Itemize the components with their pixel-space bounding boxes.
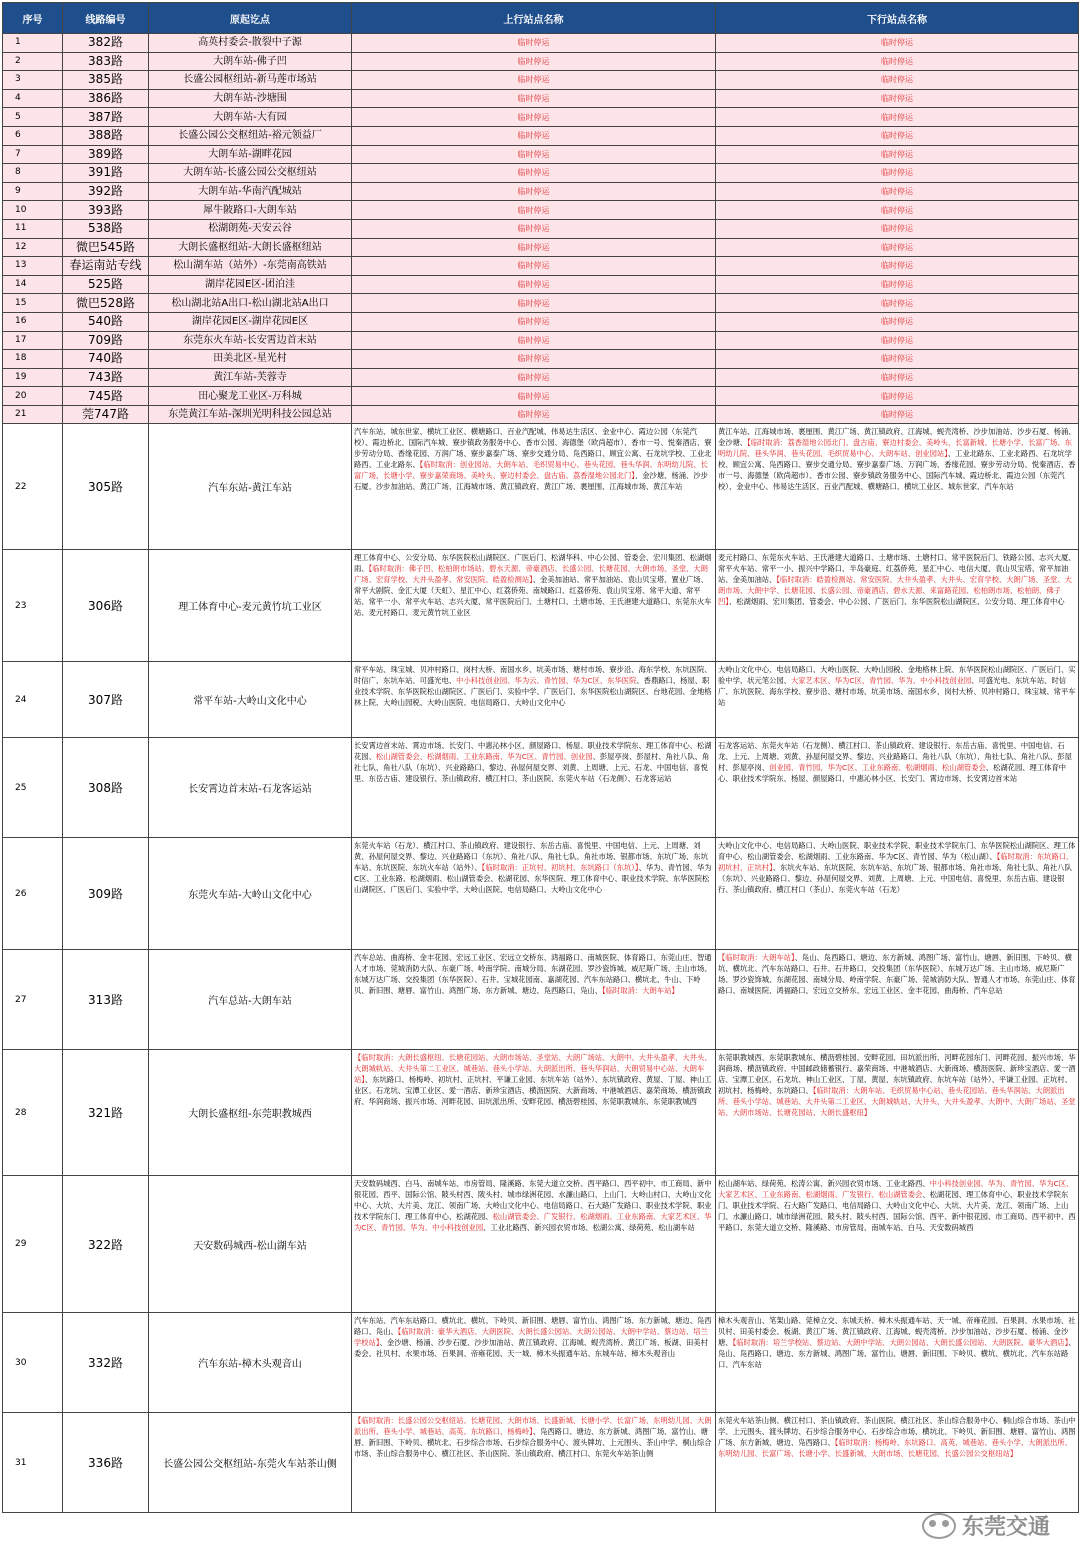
route-code: 540路 bbox=[63, 312, 149, 331]
row-no: 15 bbox=[3, 294, 63, 313]
table-row bbox=[3, 1176, 1079, 1313]
up-status: 临时停运 bbox=[352, 219, 716, 238]
table-row bbox=[3, 550, 1079, 662]
row-no: 26 bbox=[3, 838, 63, 950]
table-row bbox=[3, 89, 1079, 108]
stop-list: 黄江车站、江海城市场、裹厘围、黄江广场、黄江镇政府、江海城、蚬壳湾桥、沙步加油站、沙步石厦、杨涌、金沙塘、 bbox=[718, 427, 1076, 448]
cancelled-stops: 松山湖管委会、松湖烟雨、工业东路南、华为C区、青竹园、创业园 bbox=[375, 752, 593, 762]
row-no: 13 bbox=[3, 257, 63, 276]
watermark bbox=[922, 1510, 1050, 1541]
route-code: 391路 bbox=[63, 164, 149, 183]
down-stops bbox=[716, 838, 1079, 950]
stop-list: 、松湖花园、理工体育中心、职业技术学院东、杨屋、颜屋路口、中惠沁林小区、长安门、霄边市场、长安霄边首末站 bbox=[718, 763, 1067, 784]
stop-list: 、金美加油站、常平加油站、袁山贝宝塔、置业广场、常平大剧院、金汇大厦（天虹）、星汇中心、红荔侨苑、南城路口、红荔侨苑、袁山贝宝塔、常平大道、常平站、常平一小、常平火车站、志兴大厦、常平医院后门、土塘村口、土塘市场、王氏港建大道路口、东莞东火车站、麦元村路口、麦元黄竹坑工业区 bbox=[354, 575, 712, 618]
cancelled-stops: 【临时取消：豪华大酒店、大朗医院、大朗长盛公园站、大朗公园站、大朗中学站、蔡边站、培兰学校站】 bbox=[354, 1327, 708, 1348]
table-row bbox=[3, 145, 1079, 164]
stop-list: 天安数码城西、白马、南城车站、市房管局、隆溪路、东莞大道立交桥、西平路口、西平初中、市工商局、新中银花园、西平、国际公馆、陂头村西、陂头村、城市绿洲花园、水濂山路口、上山门、大岭山村口、大岭山文化中心、大坑、大片美、龙江、领南广场、大岭山文化中心、电信局路口、石大路广发路口、职业技术学院、职业技术学院东门、理工体育中心、松湖花园、 bbox=[354, 1179, 712, 1222]
table-row bbox=[3, 52, 1079, 71]
route-span: 大朗长盛枢纽站-大朗长盛枢纽站 bbox=[149, 238, 352, 257]
up-status: 临时停运 bbox=[352, 294, 716, 313]
table-row bbox=[3, 387, 1079, 406]
down-stops bbox=[716, 1050, 1079, 1176]
table-row bbox=[3, 350, 1079, 369]
route-span: 东莞黄江车站-深圳光明科技公园总站 bbox=[149, 405, 352, 424]
up-status: 临时停运 bbox=[352, 34, 716, 53]
route-span: 东莞东火车站-长安霄边首末站 bbox=[149, 331, 352, 350]
down-stops bbox=[716, 550, 1079, 662]
down-status: 临时停运 bbox=[716, 294, 1079, 313]
route-code: 538路 bbox=[63, 219, 149, 238]
wechat-logo-icon bbox=[922, 1513, 956, 1539]
route-code: 392路 bbox=[63, 182, 149, 201]
row-no: 9 bbox=[3, 182, 63, 201]
route-span: 大朗车站-长盛公园公交枢纽站 bbox=[149, 164, 352, 183]
row-no: 18 bbox=[3, 350, 63, 369]
row-no: 5 bbox=[3, 108, 63, 127]
route-table bbox=[2, 2, 1079, 1513]
down-status: 临时停运 bbox=[716, 34, 1079, 53]
table-row bbox=[3, 238, 1079, 257]
route-code: 309路 bbox=[63, 838, 149, 950]
route-code: 306路 bbox=[63, 550, 149, 662]
stop-list: 、松湖烟雨、宏川集团、管委会、中心公园、广医后门、东华医院松山湖院区、公安分局、理工体育中心 bbox=[728, 597, 1065, 607]
row-no: 14 bbox=[3, 275, 63, 294]
route-span: 湖岸花园E区-湖岸花园E区 bbox=[149, 312, 352, 331]
route-span: 长盛公园公交枢纽站-东莞火车站茶山侧 bbox=[149, 1413, 352, 1513]
down-status: 临时停运 bbox=[716, 164, 1079, 183]
row-no: 4 bbox=[3, 89, 63, 108]
route-code: 莞747路 bbox=[63, 405, 149, 424]
table-row bbox=[3, 838, 1079, 950]
route-span: 湖岸花园E区-团泊洼 bbox=[149, 275, 352, 294]
route-span: 大朗车站-湖畔花园 bbox=[149, 145, 352, 164]
route-code: 393路 bbox=[63, 201, 149, 220]
table-row bbox=[3, 368, 1079, 387]
stop-list: 理工体育中心、公安分局、东华医院松山湖院区、广医后门、松湖华科、中心公园、管委会、宏川集团、松湖烟雨、 bbox=[354, 553, 712, 574]
cancelled-stops: 【临时取消：东坑路口、初坑村、正坑村】 bbox=[718, 852, 1074, 873]
stop-list: 汽车东站、城东世家、横坑工业区、横塘路口、百业汽配城、伟易达生活区、金业中心、霞边公园（东莞汽校）、霞边桥北、国际汽车城、寮步镇政务服务中心、香市公园、海德堡（欧尚超市）、香市一号、悦秦酒店、寮步劳动分局、香缘花园、万润广场、寮步嘉泰广场、寮步交通分局、凫西路口、顾宜公寓、石龙坑学校、工业北路西、工业北路东、 bbox=[354, 427, 712, 470]
up-status: 临时停运 bbox=[352, 201, 716, 220]
cancelled-stops: 创业园、青竹园、华为C区、工业东路南、松湖烟雨、松山湖管委会 bbox=[769, 763, 986, 773]
table-row bbox=[3, 1413, 1079, 1513]
down-status: 临时停运 bbox=[716, 219, 1079, 238]
route-code: 386路 bbox=[63, 89, 149, 108]
route-code: 743路 bbox=[63, 368, 149, 387]
row-no: 7 bbox=[3, 145, 63, 164]
stop-list: 、彭屋亭岗、彭屋村、角社八队、角社七队、角社八队（东坑）、兴业路路口、黎边、孙屋何屋交界、刘黄、上周塘、上元、石龙、中国电信、喜悦里、东岳古庙、建设银行、茶山镇政府、横江村口、茶山医院、东莞火车站（石龙侧）、石龙客运站 bbox=[354, 752, 710, 784]
up-status: 临时停运 bbox=[352, 164, 716, 183]
row-no: 27 bbox=[3, 950, 63, 1050]
route-code: 709路 bbox=[63, 331, 149, 350]
up-status: 临时停运 bbox=[352, 52, 716, 71]
route-code: 春运南站专线 bbox=[63, 257, 149, 276]
route-span: 松湖朗苑-天安云谷 bbox=[149, 219, 352, 238]
route-code: 308路 bbox=[63, 738, 149, 838]
table-row bbox=[3, 312, 1079, 331]
row-no: 11 bbox=[3, 219, 63, 238]
down-status: 临时停运 bbox=[716, 387, 1079, 406]
route-span: 犀牛陂路口-大朗车站 bbox=[149, 201, 352, 220]
table-row bbox=[3, 71, 1079, 90]
up-status: 临时停运 bbox=[352, 387, 716, 406]
route-span: 松山湖车站（站外）-东莞南高铁站 bbox=[149, 257, 352, 276]
stop-list: 、金沙塘、杨涌、沙步石厦、沙步加油站、黄江镇政府、江海城、蚬壳湾桥、黄江广场、板湖、田美村委会、社贝村、水果市场、百果洞、帝雍花园、天一城、樟木头振通车站、东城车站、樟木头观音山 bbox=[354, 1338, 708, 1359]
down-status: 临时停运 bbox=[716, 331, 1079, 350]
cancelled-stops: 中小科技创业园、华为、青竹园、华为C区、大家艺术区、工业东路南、松湖烟雨、广发银行、松山湖管委会 bbox=[718, 1179, 1074, 1200]
up-status: 临时停运 bbox=[352, 275, 716, 294]
route-code: 微巴528路 bbox=[63, 294, 149, 313]
row-no: 1 bbox=[3, 34, 63, 53]
down-stops bbox=[716, 738, 1079, 838]
route-span: 大朗车站-沙塘围 bbox=[149, 89, 352, 108]
cancelled-stops: 大家艺术区、华为C区、青竹园、华为、中小科技创业园 bbox=[790, 676, 972, 686]
stop-list: 、工业北路西、新兴园衣贸市场、松湖公寓、绿荷苑、松山湖车站 bbox=[483, 1223, 695, 1233]
down-status: 临时停运 bbox=[716, 312, 1079, 331]
up-status: 临时停运 bbox=[352, 108, 716, 127]
stop-list: 樟木头观音山、笔架山路、莞樟立交、东城天桥、樟木头振通车站、天一城、帝雍花园、百果洞、水果市场、社贝村、田美村委会、板湖、黄江广场、黄江镇政府、江海城、蚬壳湾桥、沙步加油站、沙步石厦、杨涌、金沙塘、 bbox=[718, 1316, 1076, 1348]
table-row bbox=[3, 219, 1079, 238]
route-code: 389路 bbox=[63, 145, 149, 164]
down-status: 临时停运 bbox=[716, 275, 1079, 294]
row-no: 29 bbox=[3, 1176, 63, 1313]
down-stops bbox=[716, 1413, 1079, 1513]
up-status: 临时停运 bbox=[352, 71, 716, 90]
route-code: 332路 bbox=[63, 1313, 149, 1413]
table-row bbox=[3, 257, 1079, 276]
row-no: 3 bbox=[3, 71, 63, 90]
route-code: 740路 bbox=[63, 350, 149, 369]
up-status: 临时停运 bbox=[352, 368, 716, 387]
up-status: 临时停运 bbox=[352, 312, 716, 331]
up-status: 临时停运 bbox=[352, 350, 716, 369]
route-span: 田心聚龙工业区-万科城 bbox=[149, 387, 352, 406]
route-span: 长盛公园公交枢纽站-裕元领益厂 bbox=[149, 126, 352, 145]
up-status: 临时停运 bbox=[352, 238, 716, 257]
row-no: 28 bbox=[3, 1050, 63, 1176]
cancelled-stops: 【临时取消：大朗车站、毛织贸易中心站、巷头花园站、巷头华润站、大朗派出所、巷头小学站、城巷站、大井头第二工业区、大朗城轨站、大井头、大井头盈孝、大朗中、大朗广场站、圣堂站、大朗市场站、长塘花园站、大朗长盛枢纽】 bbox=[718, 1086, 1076, 1118]
row-no: 30 bbox=[3, 1313, 63, 1413]
up-stops bbox=[352, 1313, 716, 1413]
table-row bbox=[3, 424, 1079, 550]
header-code: 线路编号 bbox=[63, 3, 149, 34]
up-status: 临时停运 bbox=[352, 331, 716, 350]
row-no: 12 bbox=[3, 238, 63, 257]
header-down: 下行站点名称 bbox=[716, 3, 1079, 34]
route-code: 321路 bbox=[63, 1050, 149, 1176]
table-row bbox=[3, 182, 1079, 201]
down-stops bbox=[716, 1176, 1079, 1313]
stop-list: 、凫西路口、塘边、东方新城、鸿图广场、富竹山、塘唇、新旧围、下岭贝、横坑北、石步综合市场、石步综合服务中心、渡头牌坊、上元围头、茶山中学、桐山综合市场、茶山综合服务中心、横江社区、茶山医院、茶山镇政府、横江村口、东莞火车站茶山侧 bbox=[354, 1427, 712, 1459]
route-code: 322路 bbox=[63, 1176, 149, 1313]
up-status: 临时停运 bbox=[352, 257, 716, 276]
up-status: 临时停运 bbox=[352, 405, 716, 424]
row-no: 23 bbox=[3, 550, 63, 662]
cancelled-stops: 【临时取消：大朗长盛枢纽、长塘花园站、大朗市场站、圣堂站、大朗广场站、大朗中、大井头盈孝、大井头、大朗城轨站、大井头第二工业区、城巷站、巷头小学站、大朗派出所、巷头华润站、大朗贸易中心站、大朗车站】 bbox=[354, 1053, 712, 1085]
watermark-text: 东莞交通 bbox=[961, 1515, 1050, 1540]
cancelled-stops: 【临时取消：大朗车站】 bbox=[718, 953, 795, 963]
down-status: 临时停运 bbox=[716, 405, 1079, 424]
table-row bbox=[3, 201, 1079, 220]
route-span: 大朗车站-佛子凹 bbox=[149, 52, 352, 71]
row-no: 8 bbox=[3, 164, 63, 183]
up-stops bbox=[352, 662, 716, 738]
down-status: 临时停运 bbox=[716, 145, 1079, 164]
row-no: 16 bbox=[3, 312, 63, 331]
stop-list: 、凫山、凫西路口、塘边、东方新城、鸿图广场、富竹山、塘唇、新旧围、下岭贝、横坑、横坑北、汽车东站路口、汽车东站 bbox=[718, 1338, 1076, 1370]
stop-list: 石龙客运站、东莞火车站（石龙侧）、横江村口、茶山镇政府、建设银行、东岳古庙、喜悦里、中国电信、石龙、上元、上周塘、刘黄、孙屋何屋交界、黎边、兴业路路口、角社八队（东坑）、角社七队、角社八队、彭屋村、彭屋亭岗、 bbox=[718, 741, 1072, 773]
down-status: 临时停运 bbox=[716, 71, 1079, 90]
up-stops bbox=[352, 1176, 716, 1313]
down-stops bbox=[716, 950, 1079, 1050]
route-code: 307路 bbox=[63, 662, 149, 738]
stop-list: 、东坑火车站、东坑医院、东坑车站、东坑广场、银都市场、角社市场、角社七队、角社八队（东坑）、兴业路路口、黎边、孙屋何屋交界、刘黄、上周塘、上元、中国电信、喜悦里、东岳古庙、建设银行、茶山镇政府、横江村口（茶山）、东莞火车站（石龙） bbox=[718, 863, 1072, 895]
header-up: 上行站点名称 bbox=[352, 3, 716, 34]
stop-list: 麦元村路口、东莞东火车站、王氏港建大道路口、土塘市场、土塘村口、常平医院后门、铁路公园、志兴大厦、常平火车站、常平一小、振兴中学路口、半岛豪庭、红荔侨苑、星汇中心、电信大厦、袁山贝宝塔、常平加油站、金美加油站、 bbox=[718, 553, 1076, 585]
row-no: 22 bbox=[3, 424, 63, 550]
route-span: 东莞火车站-大岭山文化中心 bbox=[149, 838, 352, 950]
table-row bbox=[3, 294, 1079, 313]
table-row bbox=[3, 1050, 1079, 1176]
route-table-body bbox=[3, 34, 1079, 1513]
route-code: 387路 bbox=[63, 108, 149, 127]
stop-list: 东莞火车站（石龙）、横江村口、茶山镇政府、建设银行、东岳古庙、喜悦里、中国电信、上元、上周塘、刘黄、孙屋何屋交界、黎边、兴业路路口（东坑）、角社八队、角社七队、角社市场、银都市场、东坑广场、东坑车站、东坑医院、东坑火车站（站外）、 bbox=[354, 841, 708, 873]
route-span: 松山湖北站A出口-松山湖北站A出口 bbox=[149, 294, 352, 313]
route-span: 大朗车站-华南汽配城站 bbox=[149, 182, 352, 201]
stop-list: 汽车东站、汽车东站路口、横坑北、横坑、下岭贝、新旧围、塘唇、富竹山、鸿图广场、东方新城、塘边、凫西路口、凫山、 bbox=[354, 1316, 712, 1337]
route-span: 理工体育中心-麦元黄竹坑工业区 bbox=[149, 550, 352, 662]
row-no: 24 bbox=[3, 662, 63, 738]
stop-list: 常平车站、珠宝城、贝冲村路口、岗村大桥、南国水乡、坑美市场、塘村市场、寮步沿、海东学校、东坑医院、时信广、东坑车站、可盛光电、 bbox=[354, 665, 712, 686]
up-status: 临时停运 bbox=[352, 182, 716, 201]
down-status: 临时停运 bbox=[716, 257, 1079, 276]
route-span: 田美北区-星光村 bbox=[149, 350, 352, 369]
row-no: 21 bbox=[3, 405, 63, 424]
down-stops bbox=[716, 1313, 1079, 1413]
route-span: 常平车站-大岭山文化中心 bbox=[149, 662, 352, 738]
down-status: 临时停运 bbox=[716, 368, 1079, 387]
route-code: 525路 bbox=[63, 275, 149, 294]
cancelled-stops: 【临时取消：杨梅岭、东坑路口、高英、城巷站、巷头小学、大朗派出所、东明幼儿园、长富广场、长塘小学、长盛新城、大朗市场、长塘花园、长盛公园公交枢纽站】 bbox=[718, 1438, 1072, 1459]
down-status: 临时停运 bbox=[716, 182, 1079, 201]
up-stops bbox=[352, 550, 716, 662]
stop-list: 、凫山、凫西路口、塘边、东方新城、鸿图广场、富竹山、塘唇、新旧围、下岭贝、横坑、横坑北、汽车东站路口、石井、石井路口、交投集团（东华医院）、东城万达广场、主山市场、威尼斯广场、罗沙瓷饰城、东湖花园、南城分局、岭南学院、东豪广场、莞城消防大队、智通人才市场、东莞山庄、体育路口、南城医院、鸿福路口、宏远立交桥东、宏远工业区、金丰花园、曲海桥、汽车总站 bbox=[718, 953, 1076, 996]
down-status: 临时停运 bbox=[716, 52, 1079, 71]
route-code: 336路 bbox=[63, 1413, 149, 1513]
down-status: 临时停运 bbox=[716, 126, 1079, 145]
table-row bbox=[3, 331, 1079, 350]
stop-list: 大岭山文化中心、电信局路口、大岭山医院、职业技术学院、职业技术学院东门、东华医院松山湖院区、理工体育中心、松山湖管委会、松湖烟雨、工业东路南、华为C区、青竹园、华为（松山湖）、 bbox=[718, 841, 1076, 862]
row-no: 17 bbox=[3, 331, 63, 350]
row-no: 19 bbox=[3, 368, 63, 387]
table-row bbox=[3, 662, 1079, 738]
table-row bbox=[3, 738, 1079, 838]
route-code: 382路 bbox=[63, 34, 149, 53]
row-no: 10 bbox=[3, 201, 63, 220]
cancelled-stops: 【临时取消：正坑村、初坑村、东坑路口（东坑）】 bbox=[481, 863, 639, 873]
up-stops bbox=[352, 424, 716, 550]
cancelled-stops: 【临时取消：培兰学校站、蔡边站、大朗中学站、大朗公园站、大朗长盛公园站、大朗医院、豪华大酒店】 bbox=[732, 1338, 1069, 1348]
table-row bbox=[3, 108, 1079, 127]
route-code: 383路 bbox=[63, 52, 149, 71]
up-status: 临时停运 bbox=[352, 89, 716, 108]
up-stops bbox=[352, 1413, 716, 1513]
route-span: 黄江车站-芙蓉寺 bbox=[149, 368, 352, 387]
route-code: 745路 bbox=[63, 387, 149, 406]
row-no: 25 bbox=[3, 738, 63, 838]
up-stops bbox=[352, 738, 716, 838]
route-span: 汽车东站-黄江车站 bbox=[149, 424, 352, 550]
route-span: 长盛公园枢纽站-新马莲市场站 bbox=[149, 71, 352, 90]
route-span: 汽车总站-大朗车站 bbox=[149, 950, 352, 1050]
down-stops bbox=[716, 424, 1079, 550]
stop-list: 松山湖车站、绿荷苑、松涛公寓、新兴园衣贸市场、工业北路西、 bbox=[718, 1179, 930, 1189]
cancelled-stops: 中小科技创业园、华为云、青竹园、华为C区、东华医院 bbox=[456, 676, 637, 686]
route-code: 388路 bbox=[63, 126, 149, 145]
cancelled-stops: 【临时取消：长盛公园公交枢纽站、长塘花园、大朗市场、长盛新城、长塘小学、长富广场、东明幼儿园、大朗派出所、巷头小学、城巷站、高英、东坑路口、杨梅岭】 bbox=[354, 1416, 712, 1437]
stop-list: 、香鼎路口、杨屋、职业技术学院、东华医院松山湖院区、广医后门、实验中学、广医后门、东华医院松山湖院区、台地花园、金地格林上院、大岭山园税、大岭山医院、电信局路口、大岭山文化中心 bbox=[354, 676, 712, 708]
route-span: 长安霄边首末站-石龙客运站 bbox=[149, 738, 352, 838]
stop-list: 东莞火车站茶山侧、横江村口、茶山镇政府、茶山医院、横江社区、茶山综合服务中心、桐山综合市场、茶山中学、上元围头、渡头牌坊、石步综合服务中心、石步综合市场、横坑北、下岭贝、新旧围、塘唇、富竹山、鸿图广场、东方新城、塘边、凫西路口、 bbox=[718, 1416, 1076, 1448]
row-no: 6 bbox=[3, 126, 63, 145]
route-span: 大朗车站-大有园 bbox=[149, 108, 352, 127]
stop-list: 、东坑路口、杨梅岭、初坑村、正坑村、平谦工业园、东坑车站（站外）、东坑镇政府、黄屋、丁屋、神山工业区、石龙坑、宝潭工业区、愛一酒店、新珍宝酒店、横沥医院、大新商场、中港城酒店、嘉荣商场、横沥镇政府、华润商场、振兴市场、河畔花园、田坑派出所、安畔花园、横沥碧桂园、东莞职教城东、东莞职教城西 bbox=[354, 1075, 712, 1107]
down-stops bbox=[716, 662, 1079, 738]
stop-list: 东莞职教城西、东莞职教城东、横沥碧桂园、安畔花园、田坑派出所、河畔花园东门、河畔花园、振兴市场、华润商场、横沥镇政府、中国邮政储蓄银行、嘉荣商场、中港城酒店、大新商场、横沥医院、新珍宝酒店、愛一酒店、宝潭工业区、石龙坑、神山工业区、丁屋、黄屋、东坑镇政府、东坑车站（站外）、平谦工业园、正坑村、初坑村、杨梅岭、东坑路口、 bbox=[718, 1053, 1076, 1096]
route-code: 微巴545路 bbox=[63, 238, 149, 257]
route-code: 385路 bbox=[63, 71, 149, 90]
down-status: 临时停运 bbox=[716, 350, 1079, 369]
stop-list: 、工业北路东、工业北路西、石龙坑学校、顾宜公寓、凫西路口、寮步交通分局、寮步嘉泰广场、万润广场、香缘花园、寮步劳动分局、悦秦酒店、香市一号、海德堡（欧尚超市）、香市公园、寮步镇政务服务中心、国际汽车城、霞边桥北、霞边公园（东莞汽校）、金业中心、伟易达生活区、百业汽配城、横塘路口、横坑工业区、城东世家、汽车东站 bbox=[718, 449, 1076, 492]
up-stops bbox=[352, 950, 716, 1050]
table-row bbox=[3, 164, 1079, 183]
stop-list: 、金沙塘、杨涌、沙步石厦、沙步加油站、黄江广场、江海城市场、黄江镇政府、黄江广场、裹厘围、江海城市场、黄江车站 bbox=[354, 471, 708, 492]
stop-list: 、可盛光电、东坑车站、时信广、东坑医院、海东学校、寮步沿、塘村市场、坑美市场、南国水乡、岗村大桥、贝冲村路口、珠宝城、常平车站 bbox=[718, 676, 1076, 708]
table-row bbox=[3, 1313, 1079, 1413]
down-status: 临时停运 bbox=[716, 89, 1079, 108]
up-status: 临时停运 bbox=[352, 145, 716, 164]
table-row bbox=[3, 950, 1079, 1050]
cancelled-stops: 【临时取消：大朗车站】 bbox=[602, 986, 679, 996]
stop-list: 、华为、青竹园、华为C区、工业东路、松湖烟雨、松山湖管委会、松湖花园、东华医院、理工体育中心、职业技术学院、东华医院松山湖院区、广医后门、实验中学、大岭山医院、电信局路口、大岭山文化中心 bbox=[354, 863, 712, 895]
route-span: 汽车东站-樟木头观音山 bbox=[149, 1313, 352, 1413]
up-status: 临时停运 bbox=[352, 126, 716, 145]
header-no: 序号 bbox=[3, 3, 63, 34]
table-row bbox=[3, 126, 1079, 145]
stop-list: 大岭山文化中心、电信局路口、大岭山医院、大岭山园税、金地格林上院、东华医院松山湖院区、广医后门、实验中学、状元笔公园、 bbox=[718, 665, 1076, 686]
up-stops bbox=[352, 838, 716, 950]
cancelled-stops: 【临时取消：创业园站、大朗车站、毛织贸易中心、巷头花园、巷头华润、东明幼儿院、长富广场、长塘小学、寮步嘉荣商场、美岭头、寮边村委会、盘古庙、荔香湿地公园北门】 bbox=[354, 460, 708, 481]
row-no: 31 bbox=[3, 1413, 63, 1513]
stop-list: 、松湖花园、理工体育中心、职业技术学院东门、职业技术学院、石大路广发路口、电信局路口、大岭山文化中心、大坑、大片美、龙江、领南广场、上山门、水濂山路口、城市绿洲花园、陂头村、陂头村西、国际公馆、西平、新中银花园、市工商局、西平初中、西平路口、东莞大道立交桥、隆溪路、市房管局、南城车站、白马、天安数码城西 bbox=[718, 1190, 1076, 1233]
down-status: 临时停运 bbox=[716, 238, 1079, 257]
cancelled-stops: 【临时取消：荔香湿地公园北门、盘古庙、寮边村委会、美岭头、长富新城、长塘小学、长富广场、东明幼儿院、巷头华润、巷头花园、毛织贸易中心、大朗车站、创业园站】 bbox=[718, 438, 1072, 459]
header-row bbox=[3, 3, 1079, 34]
table-row bbox=[3, 34, 1079, 53]
route-code: 305路 bbox=[63, 424, 149, 550]
down-status: 临时停运 bbox=[716, 201, 1079, 220]
down-status: 临时停运 bbox=[716, 108, 1079, 127]
row-no: 20 bbox=[3, 387, 63, 406]
header-span: 原起讫点 bbox=[149, 3, 352, 34]
route-code: 313路 bbox=[63, 950, 149, 1050]
table-row bbox=[3, 275, 1079, 294]
up-stops bbox=[352, 1050, 716, 1176]
cancelled-stops: 【临时取消：佛子凹、松柏朗市场站、碧水天源、帝豪酒店、长盛公园、长塘花园、大朗市场、圣堂、大朗广场、宏育学校、大井头盈孝、常安医院、皓盈检测站】 bbox=[354, 564, 708, 585]
row-no: 2 bbox=[3, 52, 63, 71]
route-span: 天安数码城西-松山湖车站 bbox=[149, 1176, 352, 1313]
stop-list: 汽车总站、曲海桥、金丰花园、宏远工业区、宏远立交桥东、鸿福路口、南城医院、体育路口、东莞山庄、智通人才市场、莞城消防大队、东豪广场、岭南学院、南城分局、东湖花园、罗沙瓷饰城、威尼斯广场、主山市场、东城万达广场、交投集团（东华医院）、石井、宝城花园南、嘉湖花园、汽车东站路口、横坑北、牛山、下岭贝、新旧围、塘唇、富竹山、鸿图广场、东方新城、塘边、凫西路口、凫山、 bbox=[354, 953, 712, 996]
route-span: 高英村委会-散裂中子源 bbox=[149, 34, 352, 53]
cancelled-stops: 松山湖管委会、广发银行、松湖烟雨、工业东路南、大家艺术区、华为C区、青竹园、华为、中小科技创业园 bbox=[354, 1212, 712, 1233]
table-row bbox=[3, 405, 1079, 424]
cancelled-stops: 【临时取消：皓盈检测站、常安医院、大井头盈孝、大井头、宏育学校、大朗广场、圣堂、大朗市场、大朗中学、长塘花园、长盛公园、帝豪酒店、碧水天源、来富路花园、松柏朗市场、松柏朗、佛子凹】 bbox=[718, 575, 1072, 607]
route-span: 大朗长盛枢纽-东莞职教城西 bbox=[149, 1050, 352, 1176]
stop-list: 长安霄边首末站、霄边市场、长安门、中惠沁林小区、颜屋路口、杨屋、职业技术学院东、理工体育中心、松湖花园、 bbox=[354, 741, 712, 762]
